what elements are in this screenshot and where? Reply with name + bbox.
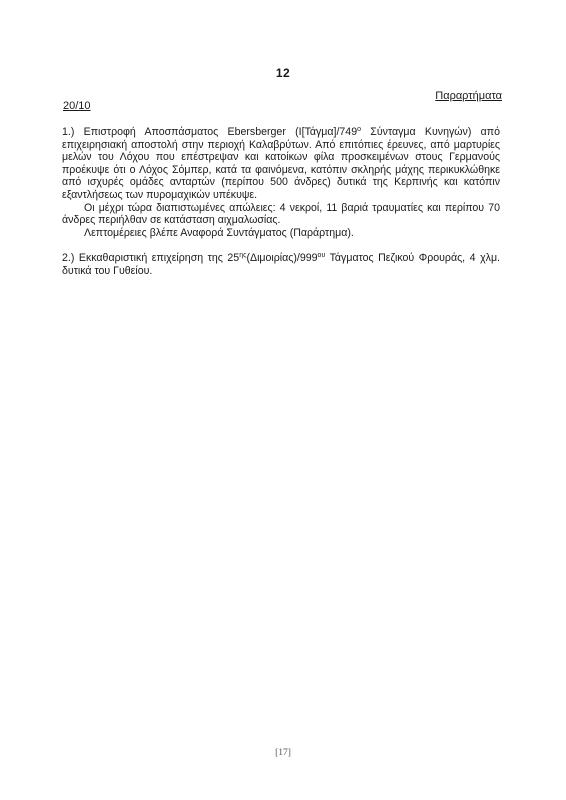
entry-2-paragraph bbox=[62, 252, 500, 277]
archive-page-number: [17] bbox=[275, 748, 291, 758]
entry-2-text-rest: Τάγματος Πεζικού Φρουράς, 4 χλμ. δυτικά του Γυθείου. bbox=[62, 252, 500, 277]
entry-2-superscript-2: ου bbox=[317, 252, 326, 260]
entry-2-superscript-1: ης bbox=[239, 252, 247, 260]
entry-1-text-start: 1.) Επιστροφή Αποσπάσματος Ebersberger (I[Τάγμα]/749 bbox=[62, 126, 358, 138]
page-number: 12 bbox=[275, 66, 291, 80]
entry-date: 20/10 bbox=[63, 100, 91, 112]
entry-2-text-mid: (Διμοιρίας)/999 bbox=[246, 252, 318, 265]
paragraph-gap bbox=[62, 239, 500, 252]
entry-2-text-start: 2.) Εκκαθαριστική επιχείρηση της 25 bbox=[62, 252, 240, 265]
entry-1-text-rest: Σύνταγμα Κυνηγών) από επιχειρησιακή αποστολή στην περιοχή Καλαβρύτων. Από επιτόπιες έρευνες, από μαρτυρίες μελών του Λόχου που επέστρεψαν και κατοίκων φίλα προσκειμένων στους Γερμανούς προέκυψε ότι ο Λόχος Σόμπερ, κατά τα φαινόμενα, κατόπιν σκληρής μάχης περικυκλώθηκε από ισχυρές ομάδες ανταρτών (περίπου 500 άνδρες) δυτικά της Κερπινής και κατόπιν εξαντλήσεως των πυρομαχικών υπέκυψε. bbox=[62, 126, 500, 201]
appendix-label: Παραρτήματα bbox=[435, 90, 502, 102]
entry-1-casualties: Οι μέχρι τώρα διαπιστωμένες απώλειες: 4 νεκροί, 11 βαριά τραυματίες και περίπου 70 άνδρες περιήλθαν σε κατάσταση αιχμαλωσίας. bbox=[62, 201, 500, 227]
report-body bbox=[62, 126, 500, 278]
entry-1-paragraph bbox=[62, 126, 500, 202]
entry-1-details-reference: Λεπτομέρειες βλέπε Αναφορά Συντάγματος (Παράρτημα). bbox=[84, 226, 354, 239]
entry-1-superscript: ο bbox=[357, 126, 361, 133]
